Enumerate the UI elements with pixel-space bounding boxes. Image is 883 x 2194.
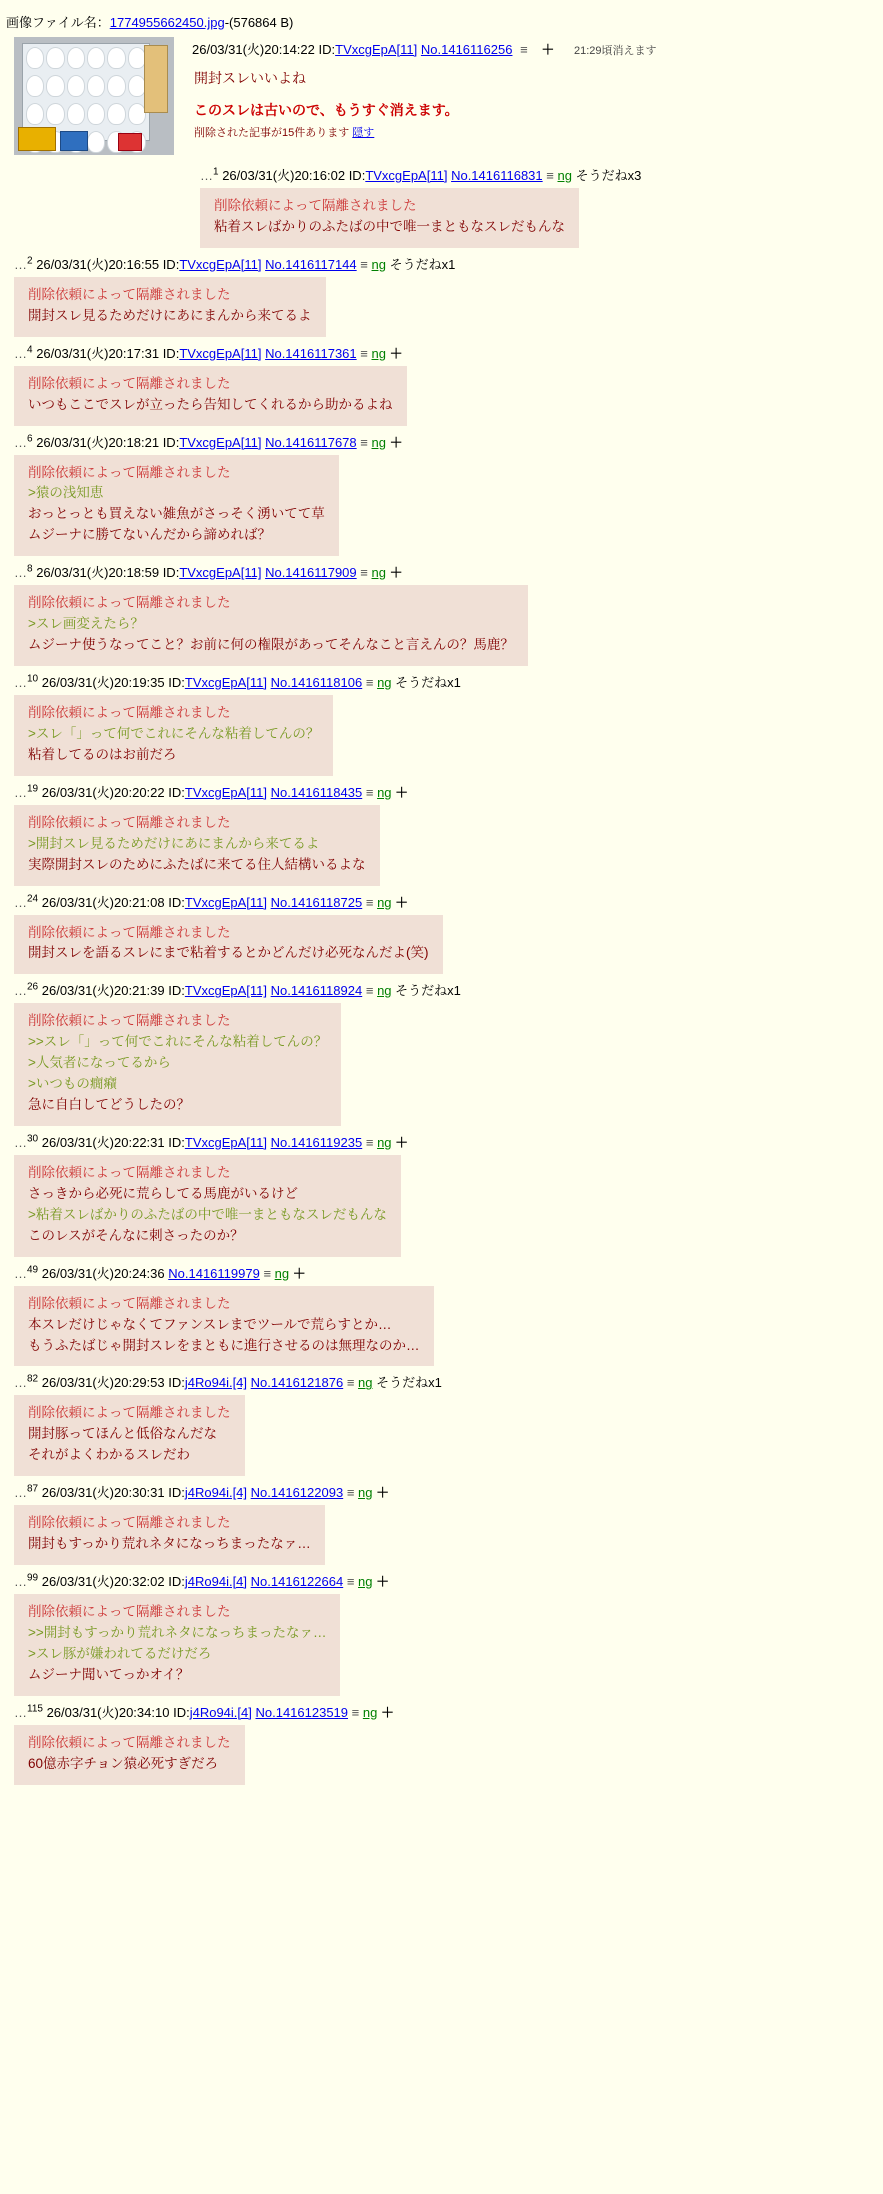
- expand-dots-icon[interactable]: …: [14, 674, 27, 690]
- reply-date: 26/03/31(火)20:29:53: [41, 1375, 165, 1391]
- hamburger-icon[interactable]: ≡: [365, 894, 374, 910]
- reply-line: いつもここでスレが立ったら告知してくれるから助かるよね: [28, 396, 393, 412]
- reply-post: [14, 1372, 883, 1476]
- reply-post-number[interactable]: No.1416118725: [270, 894, 363, 910]
- reply-index: 19: [27, 783, 39, 795]
- quote-line: >スレ「」って何でこれにそんな粘着してんの？: [28, 725, 320, 741]
- ng-button[interactable]: ng: [362, 1704, 378, 1720]
- ng-button[interactable]: ng: [377, 1134, 392, 1150]
- reply-header: [14, 782, 883, 801]
- reply-post-number[interactable]: No.1416117909: [265, 565, 357, 581]
- reply-header: [14, 892, 883, 911]
- reply-date: 26/03/31(火)20:16:02: [222, 168, 346, 183]
- ng-button[interactable]: ng: [377, 674, 392, 690]
- plus-icon[interactable]: ＋: [376, 1485, 390, 1501]
- reply-date: 26/03/31(火)20:18:21: [36, 434, 160, 450]
- reply-post-number[interactable]: No.1416122664: [250, 1574, 344, 1590]
- reply-id-link[interactable]: TVxcgEpA[11]: [184, 983, 268, 999]
- op-body: [182, 33, 883, 144]
- toy-block-icon: [118, 133, 142, 151]
- reply-id-label: ID:: [173, 1704, 190, 1720]
- op-id-label: ID:: [318, 42, 336, 57]
- hamburger-icon[interactable]: ≡: [365, 674, 374, 690]
- isolation-notice: 削除依頼によって隔離されました: [28, 924, 231, 940]
- sodane-count[interactable]: そうだねx1: [376, 1375, 442, 1391]
- reply-body: [14, 1155, 401, 1257]
- quote-line: >スレ画変えたら？: [28, 616, 144, 632]
- hamburger-icon[interactable]: ≡: [346, 1574, 355, 1590]
- reply-line: ムジーナ聞いてっかオイ？: [28, 1666, 190, 1682]
- reply-post: [14, 562, 883, 666]
- hamburger-icon[interactable]: ≡: [263, 1265, 272, 1281]
- reply-id-link[interactable]: TVxcgEpA[11]: [365, 168, 448, 183]
- reply-id-link[interactable]: TVxcgEpA[11]: [184, 674, 268, 690]
- reply-header: [14, 672, 883, 691]
- plus-icon[interactable]: ＋: [395, 1134, 409, 1150]
- reply-post: [14, 892, 883, 975]
- reply-id-label: ID:: [348, 168, 366, 183]
- expand-dots-icon[interactable]: …: [14, 1485, 27, 1501]
- expand-dots-icon[interactable]: …: [14, 1704, 27, 1720]
- hamburger-icon[interactable]: ≡: [346, 1375, 355, 1391]
- quote-line: >粘着スレばかりのふたばの中で唯一まともなスレだもんな: [28, 1206, 387, 1222]
- reply-post: [200, 165, 883, 248]
- old-thread-warning: このスレは古いので、もうすぐ消えます。: [194, 102, 459, 118]
- isolation-notice: 削除依頼によって隔離されました: [28, 595, 231, 611]
- plus-icon[interactable]: ＋: [541, 42, 555, 57]
- reply-header: [14, 1263, 883, 1282]
- reply-header: [14, 1132, 883, 1151]
- expand-dots-icon[interactable]: …: [14, 1574, 27, 1590]
- quote-line: >スレ豚が嫌われてるだけだろ: [28, 1645, 212, 1661]
- hamburger-icon[interactable]: ≡: [360, 434, 368, 450]
- hamburger-icon[interactable]: ≡: [351, 1704, 360, 1720]
- plus-icon[interactable]: ＋: [395, 784, 409, 800]
- reply-id-link[interactable]: TVxcgEpA[11]: [184, 784, 268, 800]
- hamburger-icon[interactable]: ≡: [360, 256, 368, 272]
- expand-dots-icon[interactable]: …: [14, 894, 27, 910]
- reply-post: [14, 672, 883, 776]
- thread-thumbnail[interactable]: [14, 37, 174, 155]
- ng-button[interactable]: ng: [377, 983, 392, 999]
- reply-line: ムジーナに勝てないんだから諦めれば？: [28, 527, 271, 543]
- reply-header: [14, 1702, 883, 1721]
- reply-body: [14, 695, 333, 776]
- hamburger-icon[interactable]: ≡: [365, 983, 374, 999]
- ng-button[interactable]: ng: [371, 345, 386, 361]
- reply-date: 26/03/31(火)20:32:02: [41, 1574, 165, 1590]
- reply-id-link[interactable]: j4Ro94i.[4]: [184, 1485, 248, 1501]
- reply-body: [14, 585, 528, 666]
- reply-post-number[interactable]: No.1416119979: [168, 1265, 260, 1281]
- reply-post: [14, 254, 883, 337]
- reply-date: 26/03/31(火)20:16:55: [36, 256, 160, 272]
- hide-deleted-link[interactable]: 隠す: [352, 127, 375, 139]
- expand-dots-icon[interactable]: …: [14, 345, 27, 361]
- reply-date: 26/03/31(火)20:20:22: [41, 784, 165, 800]
- ng-button[interactable]: ng: [371, 565, 386, 581]
- reply-date: 26/03/31(火)20:17:31: [36, 345, 160, 361]
- reply-body: [14, 1594, 340, 1696]
- isolation-notice: 削除依頼によって隔離されました: [28, 704, 231, 720]
- reply-header: [14, 562, 883, 581]
- reply-line: 粘着スレばかりのふたばの中で唯一まともなスレだもんな: [214, 218, 565, 234]
- reply-line: 開封スレを語るスレにまで粘着するとかどんだけ必死なんだよ(笑): [28, 945, 429, 961]
- isolation-notice: 削除依頼によって隔離されました: [28, 1515, 231, 1531]
- reply-id-label: ID:: [162, 256, 180, 272]
- reply-index: 24: [27, 893, 39, 905]
- reply-id-label: ID:: [162, 565, 180, 581]
- deleted-count-text: 削除された記事が15件あります: [194, 127, 350, 139]
- expand-dots-icon[interactable]: …: [14, 983, 27, 999]
- reply-id-link[interactable]: TVxcgEpA[11]: [179, 565, 262, 581]
- ng-button[interactable]: ng: [371, 256, 386, 272]
- quote-line: >人気者になってるから: [28, 1055, 171, 1071]
- reply-index: 1: [213, 166, 219, 178]
- reply-index: 49: [27, 1264, 39, 1276]
- reply-post-number[interactable]: No.1416122093: [250, 1485, 344, 1501]
- toy-truck-icon: [18, 127, 56, 151]
- isolation-notice: 削除依頼によって隔離されました: [28, 1604, 231, 1620]
- reply-id-link[interactable]: j4Ro94i.[4]: [189, 1704, 252, 1720]
- isolation-notice: 削除依頼によって隔離されました: [28, 1013, 231, 1029]
- plus-icon[interactable]: ＋: [395, 894, 409, 910]
- quote-line: >開封スレ見るためだけにあにまんから来てるよ: [28, 835, 320, 851]
- op-meta: [192, 33, 883, 58]
- reply-post-number[interactable]: No.1416116831: [451, 168, 543, 183]
- reply-post: [14, 980, 883, 1126]
- reply-index: 30: [27, 1133, 39, 1145]
- reply-header: [14, 254, 883, 273]
- ng-button[interactable]: ng: [377, 894, 392, 910]
- reply-post: [14, 432, 883, 557]
- isolation-notice: 削除依頼によって隔離されました: [28, 814, 231, 830]
- reply-line: もうふたばじゃ開封スレをまともに進行させるのは無理なのか…: [28, 1337, 420, 1353]
- expand-dots-icon[interactable]: …: [14, 1375, 27, 1391]
- reply-id-link[interactable]: TVxcgEpA[11]: [184, 894, 268, 910]
- reply-id-label: ID:: [168, 1574, 185, 1590]
- reply-id-link[interactable]: j4Ro94i.[4]: [184, 1375, 248, 1391]
- reply-post: [14, 782, 883, 886]
- sodane-count[interactable]: そうだねx1: [395, 674, 461, 690]
- reply-id-label: ID:: [162, 434, 180, 450]
- reply-header: [14, 343, 883, 362]
- reply-date: 26/03/31(火)20:22:31: [41, 1134, 165, 1150]
- isolation-notice: 削除依頼によって隔離されました: [28, 464, 231, 480]
- isolation-notice: 削除依頼によって隔離されました: [28, 1164, 231, 1180]
- plus-icon[interactable]: ＋: [380, 1704, 394, 1720]
- reply-date: 26/03/31(火)20:21:39: [41, 983, 165, 999]
- isolation-notice: 削除依頼によって隔離されました: [28, 1405, 231, 1421]
- reply-header: [14, 980, 883, 999]
- reply-line: 60億赤字チョン猿必死すぎだろ: [28, 1755, 219, 1771]
- reply-date: 26/03/31(火)20:21:08: [41, 894, 165, 910]
- hamburger-icon[interactable]: ≡: [360, 565, 368, 581]
- reply-post-number[interactable]: No.1416119235: [270, 1134, 363, 1150]
- reply-id-label: ID:: [168, 784, 185, 800]
- reply-index: 2: [27, 255, 33, 267]
- plus-icon[interactable]: ＋: [376, 1574, 390, 1590]
- sodane-count[interactable]: そうだねx1: [395, 983, 461, 999]
- reply-header: [14, 1482, 883, 1501]
- isolation-notice: 削除依頼によって隔離されました: [214, 198, 417, 213]
- isolation-notice: 削除依頼によって隔離されました: [28, 1734, 231, 1750]
- reply-line: おっとっとも買えない雑魚がさっそく湧いてて草: [28, 506, 325, 522]
- reply-index: 82: [27, 1374, 39, 1386]
- file-info-line: [0, 6, 883, 33]
- reply-line: 開封スレ見るためだけにあにまんから来てるよ: [28, 307, 312, 323]
- reply-line: 本スレだけじゃなくてファンスレまでツールで荒らすとか…: [28, 1316, 392, 1332]
- deleted-count: [192, 122, 883, 144]
- reply-line: さっきから必死に荒らしてる馬鹿がいるけど: [28, 1185, 298, 1201]
- reply-line: ムジーナ使うなってこと？お前に何の権限があってそんなこと言えんの？馬鹿？: [28, 637, 514, 653]
- hamburger-icon[interactable]: ≡: [520, 42, 528, 57]
- reply-post-number[interactable]: No.1416121876: [250, 1375, 344, 1391]
- hamburger-icon[interactable]: ≡: [365, 784, 374, 800]
- reply-list: [0, 165, 883, 1785]
- reply-id-label: ID:: [168, 894, 185, 910]
- reply-date: 26/03/31(火)20:19:35: [41, 674, 165, 690]
- reply-body: [14, 1395, 245, 1476]
- reply-line: 開封もすっかり荒れネタになっちまったなァ…: [28, 1536, 311, 1552]
- reply-post-number[interactable]: No.1416118106: [270, 674, 363, 690]
- hamburger-icon[interactable]: ≡: [365, 1134, 374, 1150]
- reply-body: [14, 1286, 434, 1367]
- reply-body: [14, 805, 380, 886]
- reply-id-label: ID:: [162, 345, 180, 361]
- reply-date: 26/03/31(火)20:18:59: [36, 565, 160, 581]
- reply-index: 8: [27, 563, 33, 575]
- reply-post-number[interactable]: No.1416117361: [265, 345, 357, 361]
- reply-body: [200, 188, 579, 248]
- expand-dots-icon[interactable]: …: [14, 1265, 27, 1281]
- isolation-notice: 削除依頼によって隔離されました: [28, 375, 231, 391]
- expand-dots-icon[interactable]: …: [14, 256, 27, 272]
- op-id-link[interactable]: TVxcgEpA[11]: [335, 42, 418, 57]
- reply-body: [14, 366, 407, 426]
- reply-post: [14, 1702, 883, 1785]
- reply-index: 87: [27, 1483, 39, 1495]
- toy-car-icon: [60, 131, 88, 151]
- file-label: 画像ファイル名：: [6, 15, 110, 30]
- reply-id-label: ID:: [168, 1485, 185, 1501]
- original-post: [0, 33, 883, 159]
- isolation-notice: 削除依頼によって隔離されました: [28, 286, 231, 302]
- reply-post: [14, 1263, 883, 1367]
- reply-id-label: ID:: [168, 1134, 185, 1150]
- expand-dots-icon[interactable]: …: [14, 565, 27, 581]
- reply-id-link[interactable]: TVxcgEpA[11]: [179, 256, 262, 272]
- reply-header: [200, 165, 883, 184]
- reply-index: 99: [27, 1572, 39, 1584]
- reply-post-number[interactable]: No.1416123519: [255, 1704, 349, 1720]
- plus-icon[interactable]: ＋: [292, 1265, 306, 1281]
- plus-icon[interactable]: ＋: [389, 345, 403, 361]
- quote-line: >いつもの癇癪: [28, 1076, 117, 1092]
- expand-dots-icon[interactable]: …: [200, 168, 213, 183]
- reply-header: [14, 1372, 883, 1391]
- reply-line: 開封豚ってほんと低俗なんだな: [28, 1426, 217, 1442]
- reply-id-link[interactable]: TVxcgEpA[11]: [184, 1134, 268, 1150]
- reply-post-number[interactable]: No.1416117144: [265, 256, 357, 272]
- quote-line: >>開封もすっかり荒れネタになっちまったなァ…: [28, 1624, 327, 1640]
- reply-date: 26/03/31(火)20:30:31: [41, 1485, 165, 1501]
- reply-id-label: ID:: [168, 674, 185, 690]
- expand-dots-icon[interactable]: …: [14, 434, 27, 450]
- reply-post-number[interactable]: No.1416118924: [270, 983, 363, 999]
- reply-body: [14, 1725, 245, 1785]
- ng-button[interactable]: ng: [274, 1265, 290, 1281]
- reply-index: 115: [27, 1703, 43, 1715]
- reply-line: 実際開封スレのためにふたばに来てる住人結構いるよな: [28, 856, 366, 872]
- quote-line: >猿の浅知恵: [28, 485, 104, 501]
- reply-line: 粘着してるのはお前だろ: [28, 746, 177, 762]
- reply-index: 10: [27, 673, 39, 685]
- reply-post-number[interactable]: No.1416118435: [270, 784, 363, 800]
- ng-button[interactable]: ng: [358, 1485, 373, 1501]
- reply-id-link[interactable]: TVxcgEpA[11]: [179, 345, 262, 361]
- reply-id-link[interactable]: TVxcgEpA[11]: [179, 434, 262, 450]
- ng-button[interactable]: ng: [358, 1375, 373, 1391]
- reply-post: [14, 1482, 883, 1565]
- file-name-link[interactable]: 1774955662450.jpg: [109, 15, 225, 30]
- reply-date: 26/03/31(火)20:24:36: [41, 1265, 165, 1281]
- reply-line: それがよくわかるスレだわ: [28, 1447, 190, 1463]
- reply-body: [14, 455, 339, 557]
- reply-body: [14, 915, 443, 975]
- reply-post: [14, 1571, 883, 1696]
- ng-button[interactable]: ng: [358, 1574, 373, 1590]
- reply-id-label: ID:: [168, 1375, 185, 1391]
- reply-index: 4: [27, 344, 33, 356]
- reply-body: [14, 1505, 325, 1565]
- hamburger-icon[interactable]: ≡: [346, 1485, 355, 1501]
- reply-post: [14, 1132, 883, 1257]
- ng-button[interactable]: ng: [557, 168, 572, 183]
- hamburger-icon[interactable]: ≡: [360, 345, 368, 361]
- reply-header: [14, 432, 883, 451]
- isolation-notice: 削除依頼によって隔離されました: [28, 1295, 231, 1311]
- reply-date: 26/03/31(火)20:34:10: [46, 1704, 170, 1720]
- reply-body: [14, 277, 326, 337]
- reply-id-link[interactable]: j4Ro94i.[4]: [184, 1574, 248, 1590]
- plus-icon[interactable]: ＋: [389, 565, 403, 581]
- expand-dots-icon[interactable]: …: [14, 1134, 27, 1150]
- sodane-count[interactable]: そうだねx3: [575, 168, 642, 183]
- plus-icon[interactable]: ＋: [389, 434, 403, 450]
- ng-button[interactable]: ng: [377, 784, 392, 800]
- op-post-number[interactable]: No.1416116256: [420, 42, 513, 57]
- reply-id-label: ID:: [168, 983, 185, 999]
- reply-index: 6: [27, 433, 33, 445]
- op-date: 26/03/31(火)20:14:22: [192, 42, 315, 57]
- ng-button[interactable]: ng: [371, 434, 386, 450]
- reply-post-number[interactable]: No.1416117678: [265, 434, 357, 450]
- file-size: -(576864 B): [224, 15, 294, 30]
- op-expire-time: 21:29頃消えます: [573, 45, 657, 57]
- op-text: 開封スレいいよね: [194, 70, 306, 86]
- reply-line: 急に自白してどうしたの？: [28, 1097, 190, 1113]
- quote-line: >>スレ「」って何でこれにそんな粘着してんの？: [28, 1034, 328, 1050]
- expand-dots-icon[interactable]: …: [14, 784, 27, 800]
- reply-index: 26: [27, 982, 39, 994]
- sodane-count[interactable]: そうだねx1: [389, 256, 456, 272]
- reply-post: [14, 343, 883, 426]
- hamburger-icon[interactable]: ≡: [546, 168, 554, 183]
- toy-figure-icon: [144, 45, 168, 113]
- reply-body: [14, 1003, 341, 1126]
- reply-line: このレスがそんなに刺さったのか？: [28, 1227, 244, 1243]
- reply-header: [14, 1571, 883, 1590]
